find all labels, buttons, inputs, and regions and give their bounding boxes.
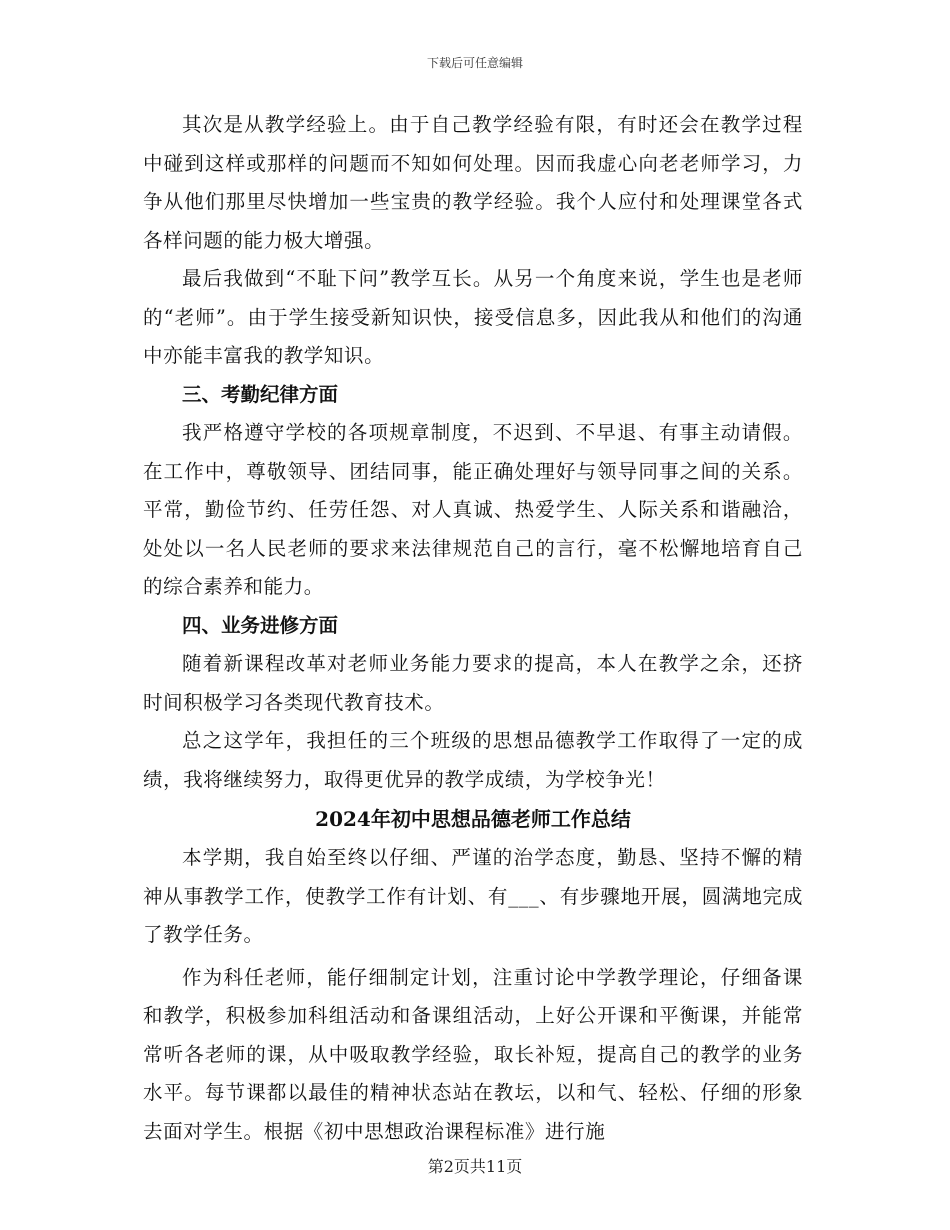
section-heading-attendance: 三、考勤纪律方面 xyxy=(182,382,339,406)
paragraph-conclusion: 总之这学年，我担任的三个班级的思想品德教学工作取得了一定的成绩，我将继续努力，取得更优异的教学成绩，为学校争光！ xyxy=(143,729,803,791)
document-title: 2024年初中思想品德老师工作总结 xyxy=(315,807,631,831)
paragraph-subject-teacher: 作为科任老师，能仔细制定计划，注重讨论中学教学理论，仔细备课和教学，积极参加科组活动和备课组活动，上好公开课和平衡课，并能常常听各老师的课，从中吸取教学经验，取长补短，提高自己的教学的业务水平。每节课都以最佳的精神状态站在教坛，以和气、轻松、仔细的形象去面对学生。根据《初中思想政治课程标准》进行施 xyxy=(143,965,803,1143)
page-header: 下载后可任意编辑 xyxy=(426,56,523,70)
section-heading-training: 四、业务进修方面 xyxy=(182,613,339,637)
page-number: 第2页共11页 xyxy=(427,1157,523,1176)
document-body xyxy=(143,106,803,1151)
paragraph-training: 随着新课程改革对老师业务能力要求的提高，本人在教学之余，还挤时间积极学习各类现代教育技术。 xyxy=(143,652,803,714)
paragraph-semester: 本学期，我自始至终以仔细、严谨的治学态度，勤恳、坚持不懈的精神从事教学工作，使教学工作有计划、有___、有步骤地开展，圆满地完成了教学任务。 xyxy=(143,846,803,946)
paragraph-mutual-learning: 最后我做到“不耻下问”教学互长。从另一个角度来说，学生也是老师的“老师”。由于学生接受新知识快，接受信息多，因此我从和他们的沟通中亦能丰富我的教学知识。 xyxy=(143,267,803,367)
paragraph-attendance: 我严格遵守学校的各项规章制度，不迟到、不早退、有事主动请假。在工作中，尊敬领导、团结同事，能正确处理好与领导同事之间的关系。平常，勤俭节约、任劳任怨、对人真诚、热爱学生、人际关系和谐融洽，处处以一名人民老师的要求来法律规范自己的言行，毫不松懈地培育自己的综合素养和能力。 xyxy=(143,421,803,598)
paragraph-teaching-experience: 其次是从教学经验上。由于自己教学经验有限，有时还会在教学过程中碰到这样或那样的问题而不知如何处理。因而我虚心向老老师学习，力争从他们那里尽快增加一些宝贵的教学经验。我个人应付和处理课堂各式各样问题的能力极大增强。 xyxy=(143,113,803,252)
